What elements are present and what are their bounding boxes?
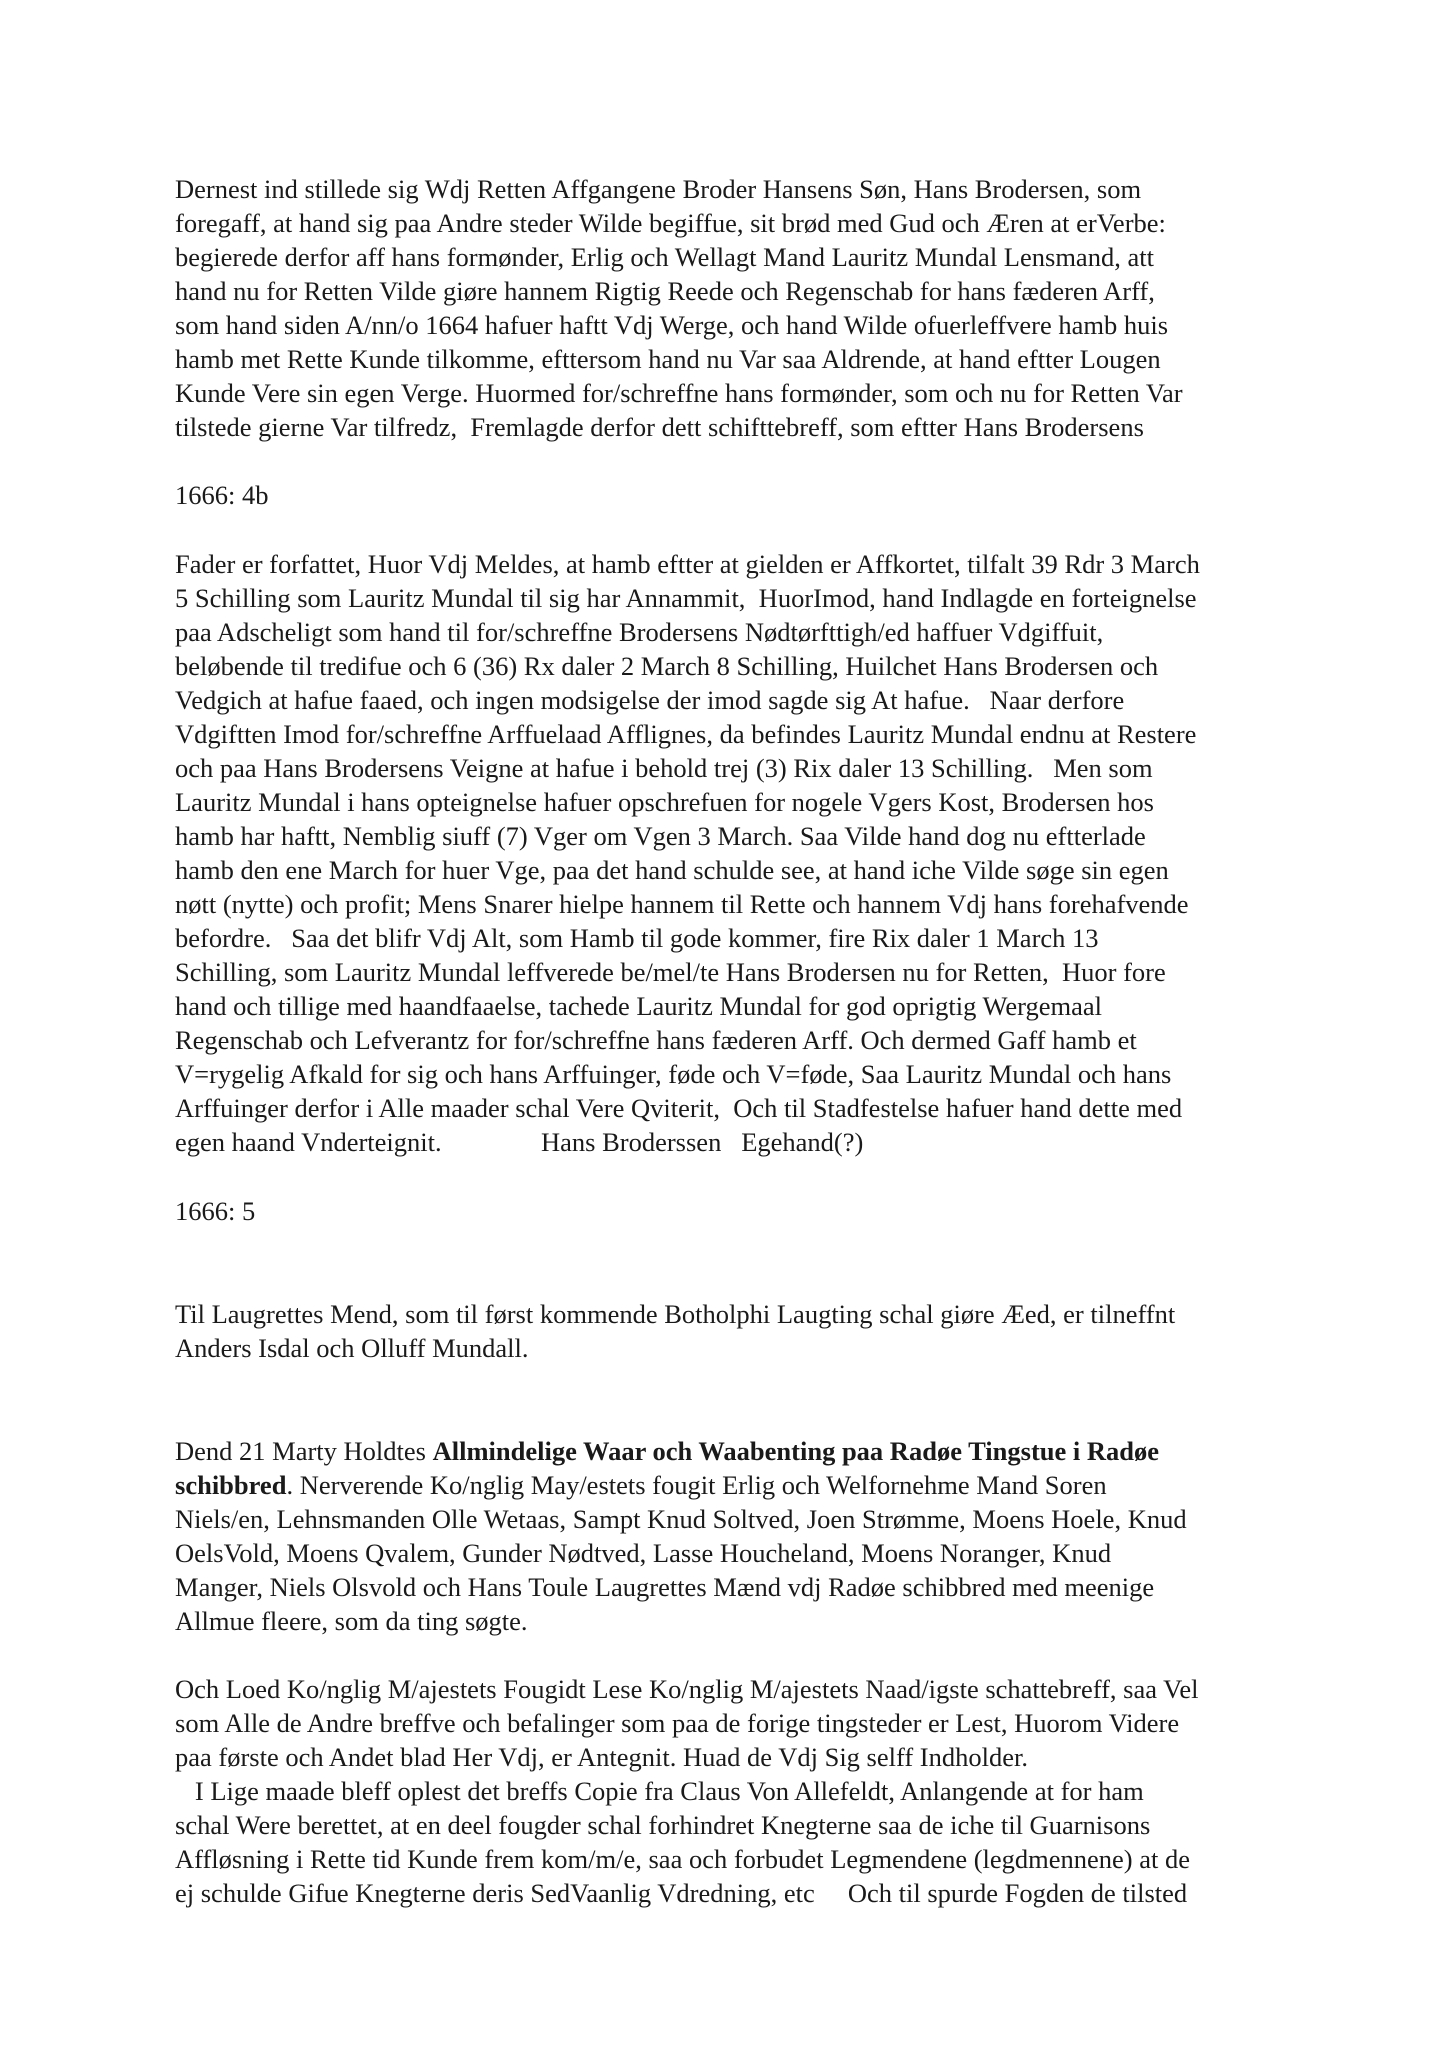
para1-line: begierede derfor aff hans formønder, Erlig och Wellagt Mand Lauritz Mundal Lensmand, att [175,242,1154,272]
ting-heading: Allmindelige Waar och Waabenting paa Radøe Tingstue i Radøe [432,1436,1160,1466]
para2-line: egen haand Vnderteignit. Hans Broderssen Egehand(?) [175,1127,864,1157]
para2-line: nøtt (nytte) och profit; Mens Snarer hielpe hannem til Rette och hannem Vdj hans forehafvende [175,889,1189,919]
ting-heading-cont: schibbred [175,1470,287,1500]
para1-line: hand nu for Retten Vilde giøre hannem Rigtig Reede och Regenschab for hans fæderen Arff, [175,276,1155,306]
para2-line: hand och tillige med haandfaaelse, tachede Lauritz Mundal for god oprigtig Wergemaal [175,991,1102,1021]
para2-line: paa Adscheligt som hand til for/schreffne Brodersens Nødtørfttigh/ed haffuer Vdgiffuit, [175,617,1104,647]
para2-line: befordre. Saa det blifr Vdj Alt, som Hamb til gode kommer, fire Rix daler 1 March 13 [175,923,1099,953]
para2-line: hamb den ene March for huer Vge, paa det hand schulde see, at hand iche Vilde søge sin egen [175,855,1169,885]
para4-line: Niels/en, Lehnsmanden Olle Wetaas, Sampt Knud Soltved, Joen Strømme, Moens Hoele, Knud [175,1504,1187,1534]
para2-line: och paa Hans Brodersens Veigne at hafue i behold trej (3) Rix daler 13 Schilling. Men som [175,753,1153,783]
para4-line: OelsVold, Moens Qvalem, Gunder Nødtved, Lasse Houcheland, Moens Noranger, Knud [175,1538,1112,1568]
para4-line [175,1468,1107,1502]
page-marker: 1666: 5 [175,1196,256,1226]
para3-line: Til Laugrettes Mend, som til først kommende Botholphi Laugting schal giøre Æed, er tilneffnt [175,1299,1176,1329]
page-marker: 1666: 4b [175,480,269,510]
para5-line: som Alle de Andre breffve och befalinger som paa de forige tingsteder er Lest, Huorom Videre [175,1708,1180,1738]
para2-line: V=rygelig Afkald for sig och hans Arffuinger, føde och V=føde, Saa Lauritz Mundal och hans [175,1059,1172,1089]
para2-line: Vdgiftten Imod for/schreffne Arffuelaad Afflignes, da befindes Lauritz Mundal endnu at Restere [175,719,1197,749]
para2-line: Schilling, som Lauritz Mundal leffverede be/mel/te Hans Brodersen nu for Retten, Huor fore [175,957,1166,987]
para4-line: Manger, Niels Olsvold och Hans Toule Laugrettes Mænd vdj Radøe schibbred med meenige [175,1572,1155,1602]
para4-line [175,1434,1159,1468]
para3-line: Anders Isdal och Olluff Mundall. [175,1333,529,1363]
para2-line: Vedgich at hafue faaed, och ingen modsigelse der imod sagde sig At hafue. Naar derfore [175,685,1125,715]
para1-line: Dernest ind stillede sig Wdj Retten Affgangene Broder Hansens Søn, Hans Brodersen, som [175,174,1142,204]
para5-line: paa første och Andet blad Her Vdj, er Antegnit. Huad de Vdj Sig selff Indholder. [175,1742,1028,1772]
para1-line: Kunde Vere sin egen Verge. Huormed for/schreffne hans formønder, som och nu for Retten Var [175,378,1183,408]
para4-rest: . Nerverende Ko/nglig May/estets fougit Erlig och Welfornehme Mand Soren [286,1470,1107,1500]
para2-line: Lauritz Mundal i hans opteignelse hafuer opschrefuen for nogele Vgers Kost, Brodersen hos [175,787,1154,817]
para4-line: Allmue fleere, som da ting søgte. [175,1606,528,1636]
para1-line: hamb met Rette Kunde tilkomme, efttersom hand nu Var saa Aldrende, at hand eftter Lougen [175,344,1161,374]
para6-line: Affløsning i Rette tid Kunde frem kom/m/e, saa och forbudet Legmendene (legdmennene) at de [175,1844,1191,1874]
para2-line: hamb har haftt, Nemblig siuff (7) Vger om Vgen 3 March. Saa Vilde hand dog nu eftterlade [175,821,1146,851]
para1-line: foregaff, at hand sig paa Andre steder Wilde begiffue, sit brød med Gud och Æren at erVerbe: [175,208,1166,238]
para2-line: Arffuinger derfor i Alle maader schal Vere Qviterit, Och til Stadfestelse hafuer hand dette med [175,1093,1183,1123]
para6-line: ej schulde Gifue Knegterne deris SedVaanlig Vdredning, etc Och til spurde Fogden de tilsted [175,1878,1188,1908]
para1-line: tilstede gierne Var tilfredz, Fremlagde derfor dett schifttebreff, som eftter Hans Brodersens [175,412,1144,442]
para2-line: Regenschab och Lefverantz for for/schreffne hans fæderen Arff. Och dermed Gaff hamb et [175,1025,1137,1055]
para2-line: Fader er forfattet, Huor Vdj Meldes, at hamb eftter at gielden er Affkortet, tilfalt 39 Rdr 3 March [175,549,1200,579]
para2-line: beløbende til tredifue och 6 (36) Rx daler 2 March 8 Schilling, Huilchet Hans Brodersen och [175,651,1159,681]
para2-line: 5 Schilling som Lauritz Mundal til sig har Annammit, HuorImod, hand Indlagde en forteignelse [175,583,1197,613]
para6-line: schal Were berettet, at en deel fougder schal forhindret Knegterne saa de iche til Guarnisons [175,1810,1151,1840]
para6-line: I Lige maade bleff oplest det breffs Copie fra Claus Von Allefeldt, Anlangende at for ham [175,1776,1144,1806]
para1-line: som hand siden A/nn/o 1664 hafuer haftt Vdj Werge, och hand Wilde ofuerleffvere hamb huis [175,310,1169,340]
para4-intro: Dend 21 Marty Holdtes [175,1436,433,1466]
para5-line: Och Loed Ko/nglig M/ajestets Fougidt Lese Ko/nglig M/ajestets Naad/igste schattebreff, saa Vel [175,1674,1199,1704]
